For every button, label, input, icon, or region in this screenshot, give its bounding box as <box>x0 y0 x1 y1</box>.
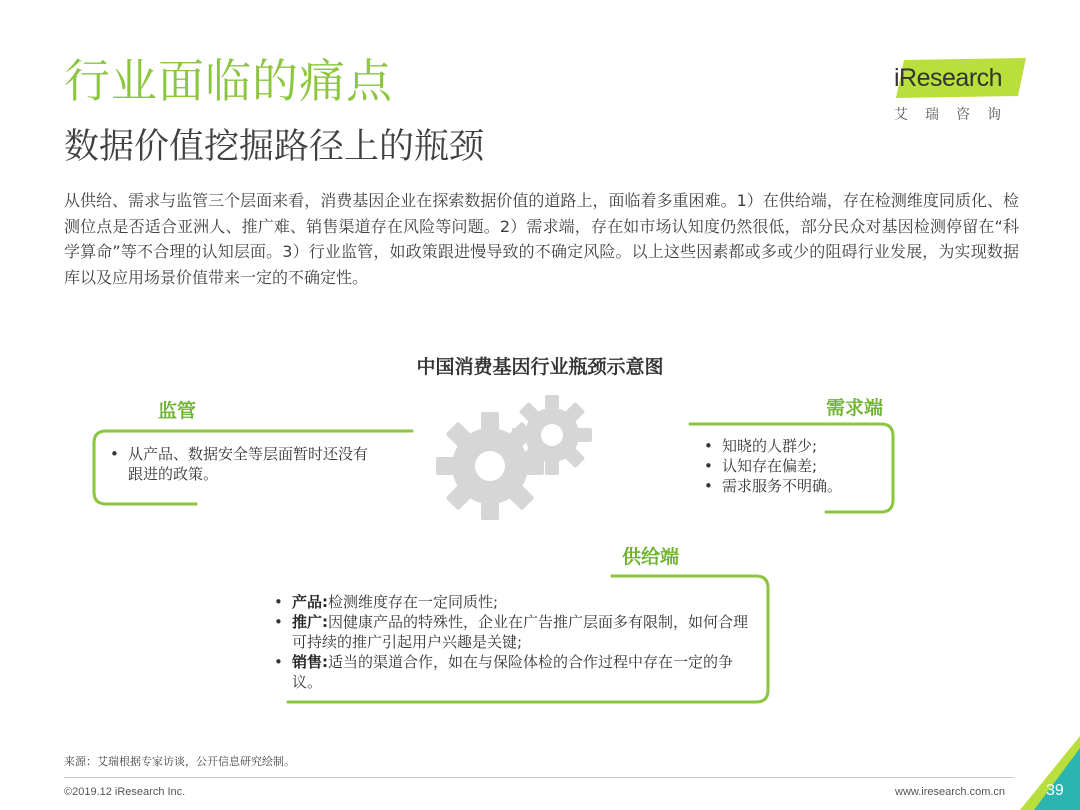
page-title: 行业面临的痛点 <box>64 54 393 108</box>
bullet-icon: • <box>110 445 119 463</box>
diagram-title: 中国消费基因行业瓶颈示意图 <box>416 356 664 378</box>
demand-label: 需求端 <box>826 397 884 419</box>
intro-paragraph: 从供给、需求与监管三个层面来看，消费基因企业在探索数据价值的道路上，面临着多重困难。1）在供给端，存在检测维度同质化、检测位点是否适合亚洲人、推广难、销售渠道存在风险等问题。2）需求端，存在如市场认知度仍然很低，部分民众对基因检测停留在“科学算命”等不合理的认知层面。3）行业监管，如政策跟进慢导致的不确定风险。以上这些因素都或多或少的阻碍行业发展，为实现数据库以及应用场景价值带来一定的不确定性。 <box>64 191 1019 287</box>
list-item: • 从产品、数据安全等层面暂时还没有跟进的政策。 <box>110 445 369 483</box>
supply-list <box>270 592 760 692</box>
regulation-list <box>106 444 376 484</box>
list-item: • 需求服务不明确。 <box>704 477 843 495</box>
bullet-icon: • <box>274 613 283 631</box>
bullet-icon: • <box>704 477 713 495</box>
list-item: • 知晓的人群少; <box>704 437 818 455</box>
page-number: 39 <box>1046 782 1064 799</box>
logo-wordmark: iResearch <box>894 64 1003 92</box>
regulation-label: 监管 <box>158 400 197 422</box>
supply-label: 供给端 <box>622 546 680 568</box>
bullet-icon: • <box>274 653 283 671</box>
list-item: • 认知存在偏差; <box>704 457 818 475</box>
bullet-icon: • <box>704 437 713 455</box>
list-item: • 销售:适当的渠道合作，如在与保险体检的合作过程中存在一定的争议。 <box>274 653 734 691</box>
logo-subtext: 艾瑞咨询 <box>894 107 1018 123</box>
list-item: • 推广:因健康产品的特殊性，企业在广告推广层面多有限制，如何合理可持续的推广引起用户兴趣是关键; <box>274 613 749 651</box>
copyright: ©2019.12 iResearch Inc. <box>64 786 186 798</box>
iresearch-logo <box>890 56 1030 126</box>
website-url: www.iresearch.com.cn <box>895 786 1006 798</box>
demand-list <box>700 436 880 496</box>
bullet-icon: • <box>274 593 283 611</box>
gear-small-icon <box>512 395 592 475</box>
list-item: • 产品:检测维度存在一定同质性; <box>274 593 499 611</box>
page-subtitle: 数据价值挖掘路径上的瓶颈 <box>64 127 485 167</box>
source-note: 来源：艾瑞根据专家访谈，公开信息研究绘制。 <box>64 755 295 768</box>
bullet-icon: • <box>704 457 713 475</box>
footer-divider <box>64 777 1014 778</box>
